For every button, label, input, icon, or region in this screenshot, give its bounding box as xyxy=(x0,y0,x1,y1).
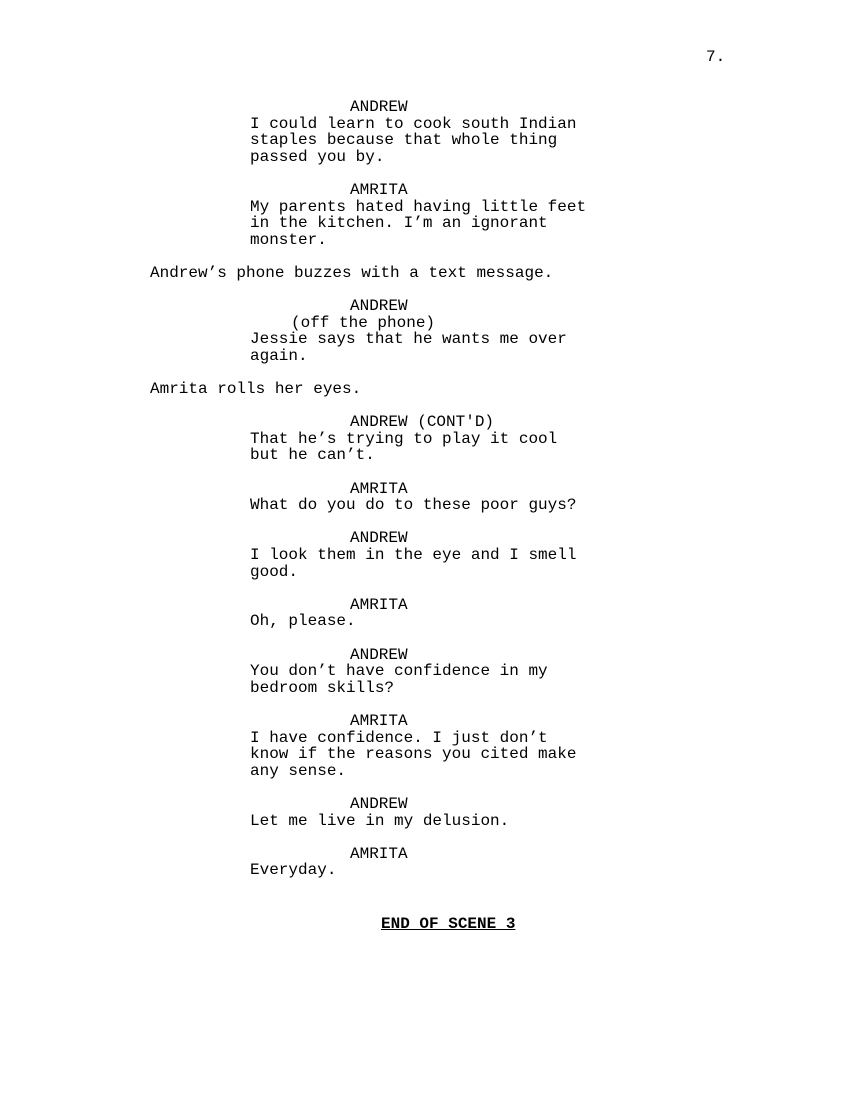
character-cue: ANDREW xyxy=(350,794,408,813)
line-gap xyxy=(150,464,750,481)
dialogue-line: Oh, please. xyxy=(250,612,356,631)
end-of-scene-label: END OF SCENE 3 xyxy=(381,915,516,933)
action-line: Andrew’s phone buzzes with a text message. xyxy=(150,263,554,282)
character-cue: AMRITA xyxy=(350,180,408,199)
dialogue-line: That he’s trying to play it cool but he can’t. xyxy=(250,429,558,465)
line-gap xyxy=(150,696,750,713)
action-line: Amrita rolls her eyes. xyxy=(150,380,362,399)
line-gap xyxy=(150,282,750,299)
line-gap xyxy=(150,365,750,382)
line-gap xyxy=(150,398,750,415)
dialogue-line: Let me live in my delusion. xyxy=(250,811,510,830)
character-cue: ANDREW xyxy=(350,98,408,116)
line-gap xyxy=(150,165,750,182)
line-gap xyxy=(150,514,750,531)
line-gap xyxy=(150,248,750,265)
character-cue: AMRITA xyxy=(350,595,408,614)
line-gap xyxy=(150,779,750,796)
parenthetical: (off the phone) xyxy=(291,313,436,332)
character-cue: ANDREW xyxy=(350,645,408,664)
dialogue-line: I have confidence. I just don’t know if the reasons you cited make any sense. xyxy=(250,728,577,780)
dialogue-line: My parents hated having little feet in the kitchen. I’m an ignorant monster. xyxy=(250,197,587,249)
dialogue-line: Everyday. xyxy=(250,861,337,880)
dialogue-line: Jessie says that he wants me over again. xyxy=(250,330,567,365)
character-cue: AMRITA xyxy=(350,479,408,498)
dialogue-line: You don’t have confidence in my bedroom skills? xyxy=(250,662,548,697)
character-cue: ANDREW xyxy=(350,297,408,316)
dialogue-line: I could learn to cook south Indian staples because that whole thing passed you by. xyxy=(250,114,577,166)
character-cue: AMRITA xyxy=(350,711,408,730)
character-cue: AMRITA xyxy=(350,844,408,863)
character-cue: ANDREW (CONT'D) xyxy=(350,413,495,432)
line-gap xyxy=(150,829,750,846)
dialogue-line: What do you do to these poor guys? xyxy=(250,496,577,515)
dialogue-line: I look them in the eye and I smell good. xyxy=(250,546,577,581)
page-number: 7. xyxy=(706,48,726,66)
script-body xyxy=(150,99,750,879)
line-gap xyxy=(150,580,750,597)
character-cue: ANDREW xyxy=(350,529,408,548)
line-gap xyxy=(150,630,750,647)
